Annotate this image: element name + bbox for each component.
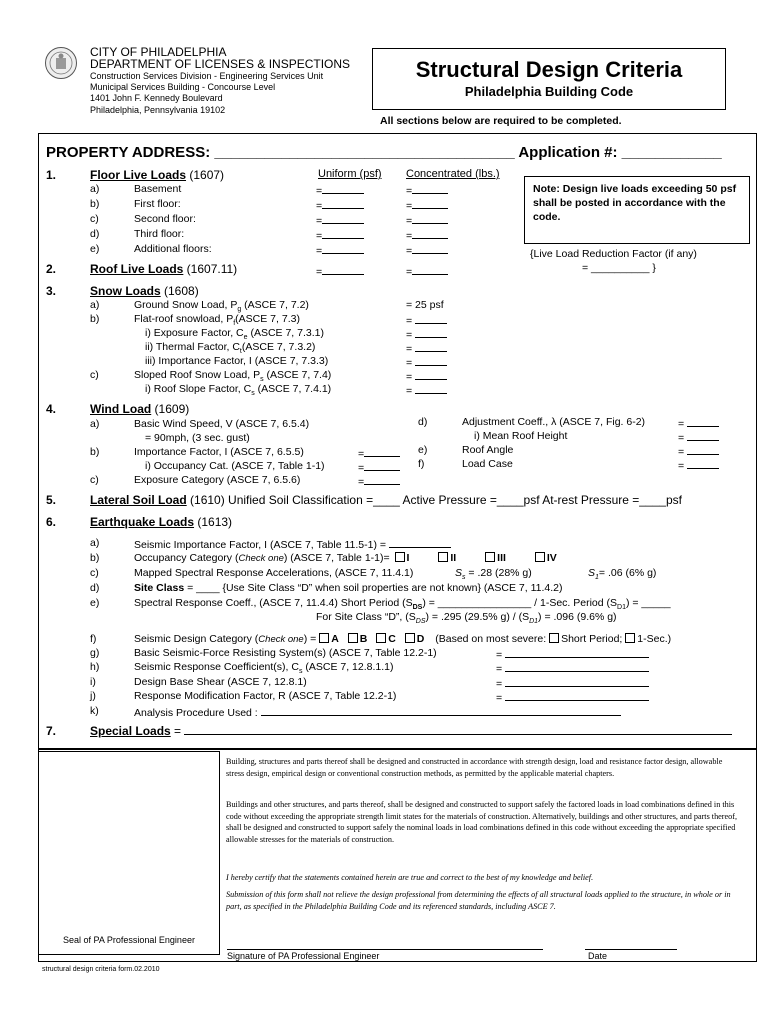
occupancy-checkbox-ii[interactable]: II <box>438 552 456 564</box>
department-name: DEPARTMENT OF LICENSES & INSPECTIONS <box>90 57 351 71</box>
item-letter: g) <box>90 647 100 659</box>
wind-blank[interactable]: = <box>678 416 719 430</box>
snow-blank[interactable]: = <box>406 383 447 397</box>
ss-value: $S_s = .28$ (28% g) <box>455 567 532 582</box>
concentrated-blank[interactable]: = <box>406 228 448 242</box>
section-number: 7. <box>46 724 57 738</box>
concentrated-blank[interactable]: = <box>406 213 448 227</box>
date-line[interactable] <box>585 949 677 950</box>
special-loads-row[interactable]: Special Loads = <box>90 724 732 738</box>
wind-blank[interactable]: = <box>358 460 400 474</box>
snow-blank[interactable]: = <box>406 327 447 341</box>
division-name: Construction Services Division - Engineering Services Unit <box>90 71 324 81</box>
form-id: structural design criteria form.02.2010 <box>42 966 160 973</box>
sdc-checkbox-a[interactable]: A <box>319 633 339 645</box>
floor-row-letter: b) <box>90 198 100 210</box>
live-load-reduction-label: {Live Load Reduction Factor (if any) <box>530 248 697 260</box>
cert-divider <box>38 748 757 750</box>
floor-row-label: Additional floors: <box>134 243 212 255</box>
occupancy-checkbox-iii[interactable]: III <box>485 552 506 564</box>
occupancy-cat-label: i) Occupancy Cat. (ASCE 7, Table 1-1) <box>145 460 325 472</box>
city-name: CITY OF PHILADELPHIA <box>90 45 227 59</box>
column-header-concentrated: Concentrated (lbs.) <box>406 168 500 180</box>
item-letter: b) <box>90 446 100 458</box>
wind-blank[interactable]: = <box>678 444 719 458</box>
item-letter: c) <box>90 474 99 486</box>
wind-blank[interactable]: = <box>678 458 719 472</box>
floor-row-letter: e) <box>90 243 100 255</box>
floor-row-label: Second floor: <box>134 213 196 225</box>
section-number: 4. <box>46 402 57 416</box>
design-live-load-note: Note: Design live loads exceeding 50 psf shall be posted in accordance with the code. <box>533 183 737 223</box>
city-state: Philadelphia, Pennsylvania 19102 <box>90 105 226 115</box>
basic-wind-speed-value: = 90mph, (3 sec. gust) <box>145 432 250 444</box>
item-letter: f) <box>418 458 425 470</box>
occupancy-category-row: Occupancy Category (Check one) (ASCE 7, Table 1-1)= I II III IV <box>134 552 557 564</box>
floor-row-label: Basement <box>134 183 182 195</box>
floor-row-letter: c) <box>90 213 99 225</box>
floor-live-loads-heading: Floor Live Loads (1607) <box>90 168 225 182</box>
concentrated-blank[interactable]: = <box>406 198 448 212</box>
sdc-checkbox-c[interactable]: C <box>376 633 396 645</box>
sloped-roof-snow-label: Sloped Roof Snow Load, $P_s$ (ASCE 7, 7.4) <box>134 369 332 384</box>
wind-blank[interactable]: = <box>678 430 719 444</box>
response-modification-label: Response Modification Factor, R (ASCE 7, Table 12.2-1) <box>134 690 397 702</box>
item-letter: c) <box>90 369 99 381</box>
wind-importance-factor-label: Importance Factor, I (ASCE 7, 6.5.5) <box>134 446 304 458</box>
form-subtitle: Philadelphia Building Code <box>464 84 634 99</box>
wind-blank[interactable]: = <box>358 474 400 488</box>
item-letter: c) <box>90 567 99 579</box>
column-header-uniform: Uniform (psf) <box>318 168 382 180</box>
snow-blank[interactable]: = <box>406 369 447 383</box>
uniform-blank[interactable]: = <box>316 213 364 227</box>
section-number: 6. <box>46 515 57 529</box>
seismic-blank[interactable]: = <box>496 661 649 675</box>
cert-paragraph-1: Building, structures and parts thereof shall be designed and constructed in accordance with strength design, load and resistance factor design, allowable stress design, empirical design or conventional construction methods, as permitted by the applicable material chapters. <box>226 757 723 778</box>
seismic-blank[interactable]: = <box>496 647 649 661</box>
property-address-label: PROPERTY ADDRESS: <box>46 144 215 161</box>
lateral-soil-load-row[interactable]: Lateral Soil Load (1610) Unified Soil Classification =____ Active Pressure =____psf At-rest Pressure =____psf <box>90 493 682 507</box>
sdc-checkbox-b[interactable]: B <box>348 633 368 645</box>
seismic-blank[interactable]: = <box>496 690 649 704</box>
ground-snow-load-value: = 25 psf <box>406 299 444 311</box>
site-class-d-values: For Site Class “D”, $(S_{DS}) = .295$ (29.5% $g) / (S_{D1}) = .096$ (9.6% g) <box>316 611 617 626</box>
item-letter: a) <box>90 537 100 549</box>
seismic-force-system-label: Basic Seismic-Force Resisting System(s) (ASCE 7, Table 12.2-1) <box>134 647 437 659</box>
spectral-response-coeff-row[interactable]: Spectral Response Coeff., (ASCE 7, 11.4.4) Short Period $(S_{DS})$ = ________________ / 1-Sec. Period $(S_{D1})$ = _____ <box>134 597 671 612</box>
cert-paragraph-2: Buildings and other structures, and parts thereof, shall be designed and constructed to support safely the factored loads in load combinations defined in this code without exceeding the appropriate strength limit states for the materials of construction. Alternatively, buildings and other structures, and parts thereof, shall be designed and constructed to support safely the nominal loads in load combinations defined in this code without exceeding the appropriate specified allowable stresses for the materials of construction. <box>226 800 738 844</box>
item-letter: h) <box>90 661 100 673</box>
floor-row-label: First floor: <box>134 198 181 210</box>
basic-wind-speed-label: Basic Wind Speed, V (ASCE 7, 6.5.4) <box>134 418 310 430</box>
cert-paragraph-4: Submission of this form shall not relieve the design professional from determining the effects of all structural loads applied to the structure, in whole or in part, as specified in the Philadelphia Building Code and its referenced standards, including ASCE 7. <box>226 890 731 911</box>
roof-slope-factor-label: i) Roof Slope Factor, $C_s$ (ASCE 7, 7.4.1) <box>145 383 332 398</box>
exposure-factor-label: i) Exposure Factor, $C_e$ (ASCE 7, 7.3.1) <box>145 327 324 342</box>
adjustment-coeff-label: Adjustment Coeff., λ (ASCE 7, Fig. 6-2) <box>462 416 646 428</box>
mapped-spectral-label: Mapped Spectral Response Accelerations, (ASCE 7, 11.4.1) <box>134 567 414 579</box>
importance-factor-label: iii) Importance Factor, I (ASCE 7, 7.3.3) <box>145 355 329 367</box>
city-seal-logo <box>44 46 78 80</box>
form-title: Structural Design Criteria <box>415 57 683 82</box>
earthquake-loads-heading: Earthquake Loads (1613) <box>90 515 233 529</box>
cert-paragraph-3: I hereby certify that the statements contained herein are true and correct to the best of my knowledge and belief. <box>226 873 594 882</box>
uniform-blank[interactable]: = <box>316 243 364 257</box>
snow-blank[interactable]: = <box>406 355 447 369</box>
concentrated-blank[interactable]: = <box>406 183 448 197</box>
floor-row-letter: d) <box>90 228 100 240</box>
occupancy-checkbox-iv[interactable]: IV <box>535 552 557 564</box>
item-letter: a) <box>90 418 100 430</box>
uniform-blank[interactable]: = <box>316 228 364 242</box>
uniform-blank[interactable]: = <box>316 183 364 197</box>
seal-box <box>38 751 220 955</box>
application-label: Application #: <box>518 144 622 161</box>
signature-line[interactable] <box>227 949 543 950</box>
date-label: Date <box>588 951 608 961</box>
uniform-blank[interactable]: = <box>316 264 364 278</box>
site-class-row[interactable]: Site Class = ____ {Use Site Class “D” when soil properties are not known} (ASCE 7, 11.4.2) <box>134 582 563 594</box>
item-letter: e) <box>418 444 428 456</box>
seismic-response-coeff-label: Seismic Response Coefficient(s), $C_s$ (ASCE 7, 12.8.1.1) <box>134 661 394 676</box>
item-letter: j) <box>90 690 96 702</box>
seismic-design-category-row: Seismic Design Category (Check one) = A B C D (Based on most severe: Short Period; 1-Sec.) <box>134 633 672 645</box>
section-number: 3. <box>46 284 57 298</box>
one-sec-checkbox[interactable]: 1-Sec.) <box>625 633 671 645</box>
occupancy-checkbox-i[interactable]: I <box>395 552 410 564</box>
floor-row-basement: a) <box>90 183 100 195</box>
snow-loads-heading: Snow Loads (1608) <box>90 284 199 298</box>
section-number: 5. <box>46 493 57 507</box>
seismic-importance-factor-row[interactable]: Seismic Importance Factor, I (ASCE 7, Table 11.5-1) = <box>134 537 451 551</box>
application-field[interactable]: ____________ <box>621 144 722 161</box>
load-case-label: Load Case <box>462 458 513 470</box>
thermal-factor-label: ii) Thermal Factor, $C_t(ASCE$ 7, 7.3.2) <box>145 341 316 356</box>
design-base-shear-label: Design Base Shear (ASCE 7, 12.8.1) <box>134 676 307 688</box>
floor-row-label: Third floor: <box>134 228 185 240</box>
item-letter: e) <box>90 597 100 609</box>
ground-snow-load-label: Ground Snow Load, $P_g$ (ASCE 7, 7.2) <box>134 299 309 314</box>
building-name: Municipal Services Building - Concourse Level <box>90 82 276 92</box>
item-letter: f) <box>90 633 97 645</box>
short-period-checkbox[interactable]: Short Period; <box>549 633 625 645</box>
seal-label: Seal of PA Professional Engineer <box>63 935 195 945</box>
property-address-field[interactable]: ____________________________________ <box>214 144 515 161</box>
item-letter: b) <box>90 313 100 325</box>
item-letter: i) <box>90 676 96 688</box>
snow-blank[interactable]: = <box>406 313 447 327</box>
sdc-checkbox-d[interactable]: D <box>405 633 425 645</box>
concentrated-blank[interactable]: = <box>406 264 448 278</box>
live-load-reduction-field[interactable]: = __________ } <box>582 262 656 274</box>
snow-blank[interactable]: = <box>406 341 447 355</box>
item-letter: k) <box>90 705 99 717</box>
property-address-row[interactable] <box>46 144 722 161</box>
section-number: 1. <box>46 168 57 182</box>
seismic-blank[interactable]: = <box>496 676 649 690</box>
item-letter: a) <box>90 299 100 311</box>
mean-roof-height-label: i) Mean Roof Height <box>474 430 568 442</box>
section-number: 2. <box>46 262 57 276</box>
roof-angle-label: Roof Angle <box>462 444 514 456</box>
item-letter: d) <box>418 416 428 428</box>
wind-load-heading: Wind Load (1609) <box>90 402 190 416</box>
concentrated-blank[interactable]: = <box>406 243 448 257</box>
uniform-blank[interactable]: = <box>316 198 364 212</box>
s1-value: $S_1= .06$ (6% g) <box>588 567 657 582</box>
item-letter: b) <box>90 552 100 564</box>
flat-roof-snowload-label: Flat-roof snowload, $P_f(ASCE$ 7, 7.3) <box>134 313 300 328</box>
exposure-category-label: Exposure Category (ASCE 7, 6.5.6) <box>134 474 301 486</box>
item-letter: d) <box>90 582 100 594</box>
wind-blank[interactable]: = <box>358 446 400 460</box>
street-address: 1401 John F. Kennedy Boulevard <box>90 93 223 103</box>
required-note: All sections below are required to be completed. <box>380 115 622 127</box>
signature-label: Signature of PA Professional Engineer <box>227 951 380 961</box>
analysis-procedure-row[interactable]: Analysis Procedure Used : <box>134 705 621 719</box>
roof-live-loads-heading: Roof Live Loads (1607.11) <box>90 262 238 276</box>
